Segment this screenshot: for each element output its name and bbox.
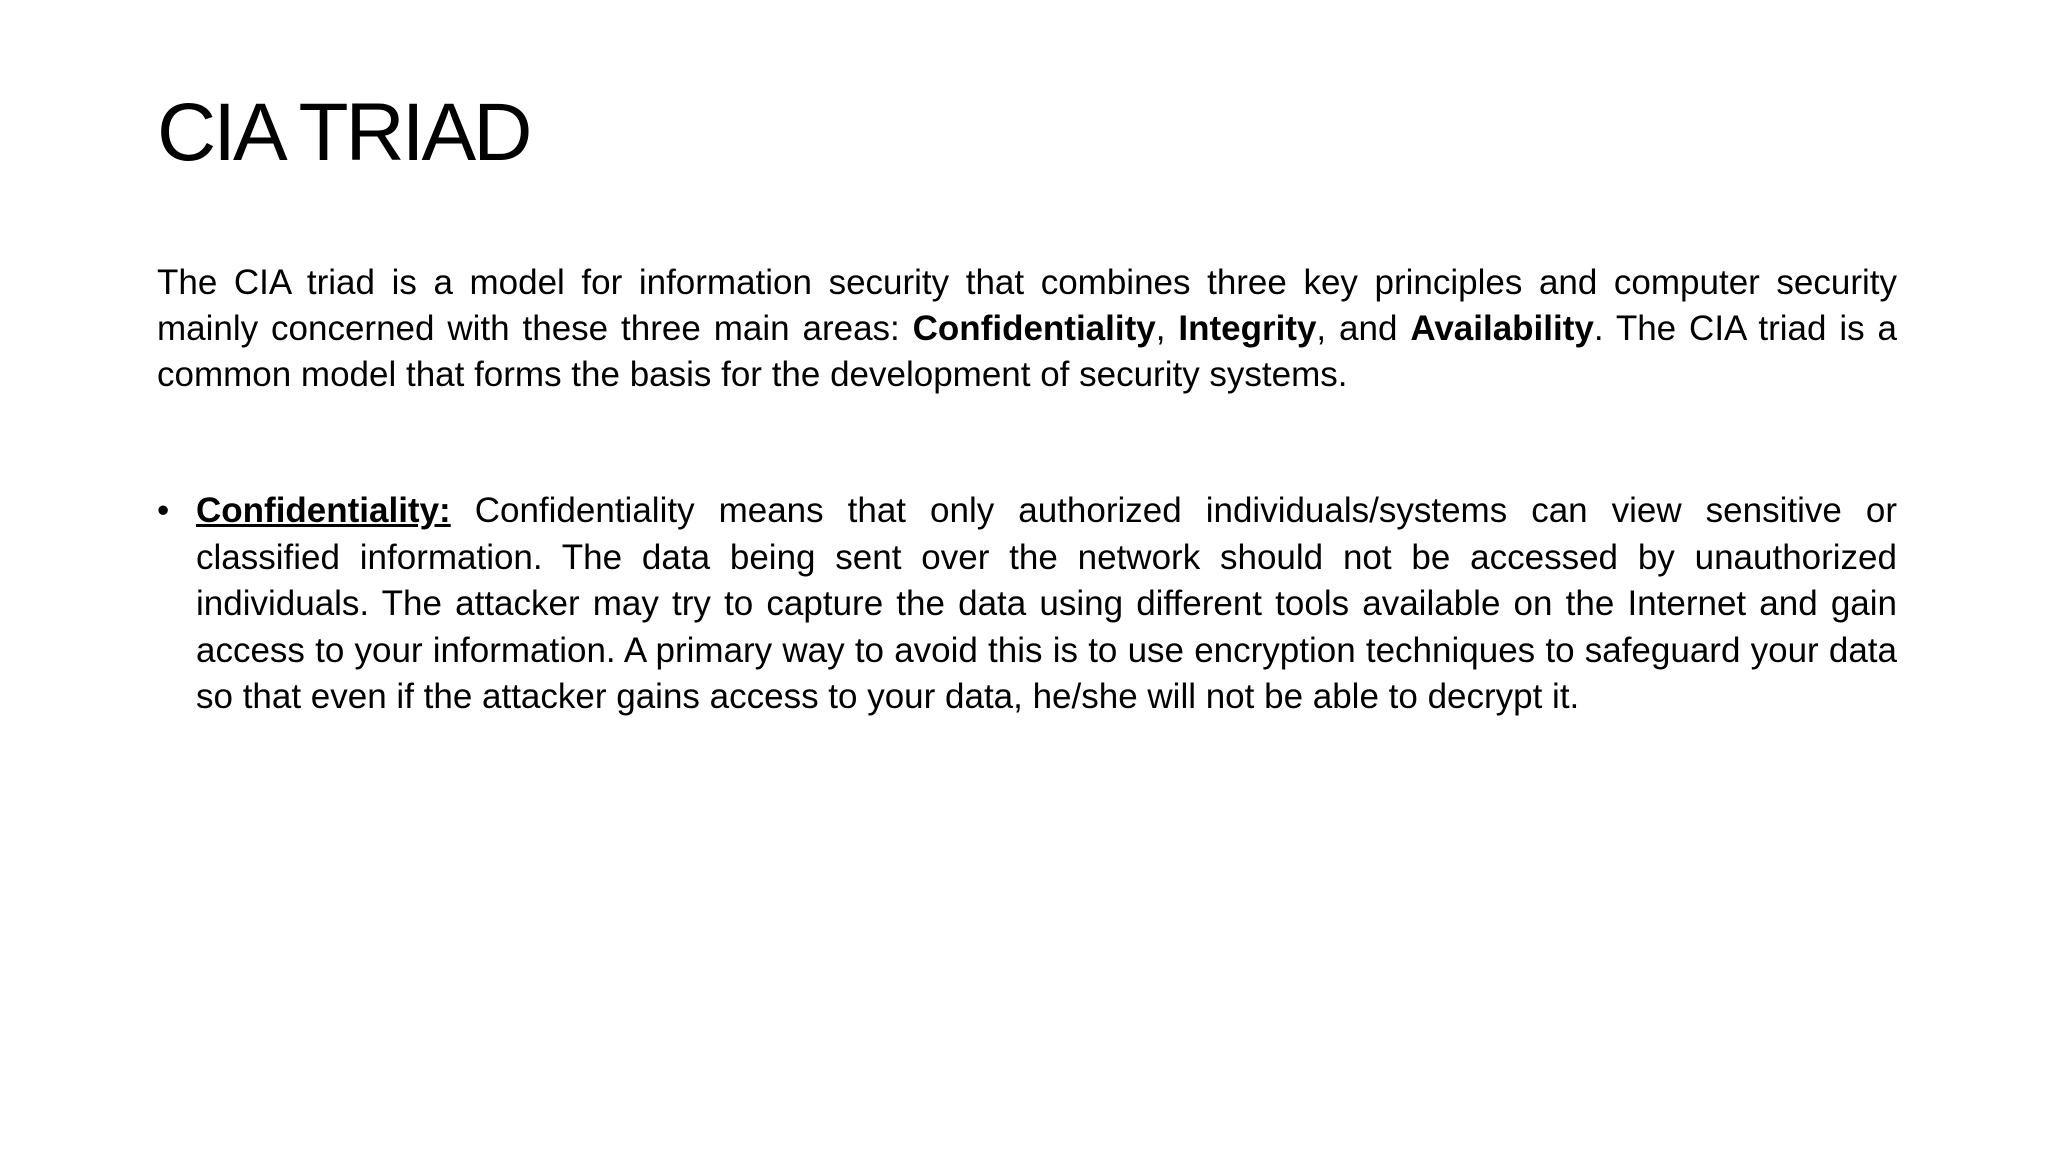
bullet-dot-icon: • xyxy=(157,491,170,530)
bullet-text: Confidentiality means that only authorized individuals/systems can view sensitive or classified information. The data being sent over the network should not be accessed by unauthorized individuals. The attacker may try to capture the data using different tools available on the Internet and gain access to your information. A primary way to avoid this is to use encryption techniques to safeguard your data so that even if the attacker gains access to your data, he/she will not be able to decrypt it. xyxy=(196,491,1897,716)
intro-separator: , and xyxy=(1316,309,1411,348)
bullet-item-confidentiality xyxy=(157,488,1897,721)
slide-title: CIA TRIAD xyxy=(157,87,530,178)
intro-text: . The CIA triad is a common model that forms the basis for the development of security systems. xyxy=(157,309,1897,394)
term-integrity: Integrity xyxy=(1178,309,1317,348)
bullet-list xyxy=(157,488,1897,721)
intro-separator: , xyxy=(1155,309,1179,348)
intro-paragraph xyxy=(157,260,1897,398)
term-availability: Availability xyxy=(1410,309,1594,348)
term-confidentiality: Confidentiality xyxy=(912,309,1156,348)
intro-text: The CIA triad is a model for information security that combines three key principles and computer security mainly concerned with these three main areas: xyxy=(157,263,1897,348)
bullet-term: Confidentiality: xyxy=(196,491,451,530)
